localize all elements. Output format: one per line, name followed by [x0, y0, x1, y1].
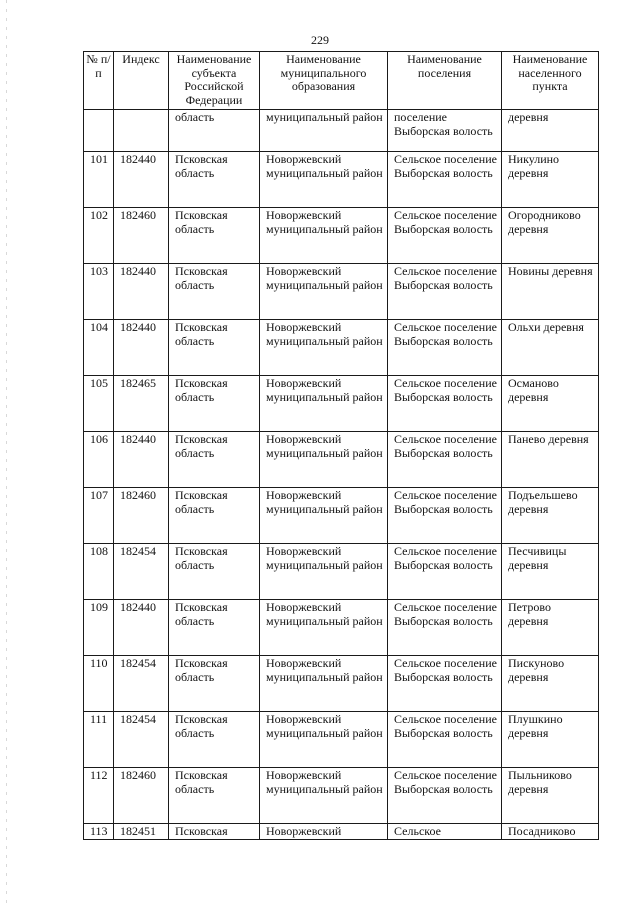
cell-locality: Петрово деревня	[502, 600, 599, 656]
page-number: 229	[311, 33, 329, 47]
cell-num: 110	[84, 656, 114, 712]
cell-settlement: Сельское поселение Выборская волость	[388, 600, 502, 656]
cell-locality: Ольхи деревня	[502, 320, 599, 376]
cell-num: 105	[84, 376, 114, 432]
cell-locality: Никулино деревня	[502, 152, 599, 208]
cell-municipality: Новоржевский муниципальный район	[260, 656, 388, 712]
cell-locality: Османово деревня	[502, 376, 599, 432]
cell-index: 182440	[114, 152, 169, 208]
cell-num: 102	[84, 208, 114, 264]
table-row	[84, 376, 599, 432]
table-row	[84, 152, 599, 208]
cell-settlement: Сельское поселение Выборская волость	[388, 768, 502, 824]
cell-num: 113	[84, 824, 114, 840]
cell-municipality: Новоржевский муниципальный район	[260, 376, 388, 432]
table-header-row	[84, 52, 599, 110]
table-row-continuation	[84, 110, 599, 152]
cell-index: 182465	[114, 376, 169, 432]
cell-settlement: поселение Выборская волость	[388, 110, 502, 152]
cell-index: 182440	[114, 264, 169, 320]
cell-index	[114, 110, 169, 152]
cell-settlement: Сельское поселение Выборская волость	[388, 320, 502, 376]
cell-num: 112	[84, 768, 114, 824]
header-index: Индекс	[114, 52, 169, 110]
cell-settlement: Сельское поселение Выборская волость	[388, 264, 502, 320]
cell-municipality: Новоржевский муниципальный район	[260, 488, 388, 544]
cell-municipality: Новоржевский муниципальный район	[260, 544, 388, 600]
cell-locality: Огородниково деревня	[502, 208, 599, 264]
cell-index: 182454	[114, 656, 169, 712]
table-row	[84, 320, 599, 376]
cell-num: 103	[84, 264, 114, 320]
table-row	[84, 544, 599, 600]
cell-subject: Псковская область	[169, 712, 260, 768]
cell-subject: Псковская область	[169, 488, 260, 544]
cell-locality: деревня	[502, 110, 599, 152]
table-row	[84, 432, 599, 488]
cell-municipality: Новоржевский муниципальный район	[260, 320, 388, 376]
cell-num: 109	[84, 600, 114, 656]
cell-subject: Псковская область	[169, 432, 260, 488]
header-locality: Наименование населенного пункта	[502, 52, 599, 110]
cell-locality: Песчивицы деревня	[502, 544, 599, 600]
cell-locality: Плушкино деревня	[502, 712, 599, 768]
cell-municipality: Новоржевский муниципальный район	[260, 712, 388, 768]
cell-subject: Псковская область	[169, 152, 260, 208]
cell-num: 107	[84, 488, 114, 544]
cell-settlement: Сельское поселение Выборская волость	[388, 208, 502, 264]
cell-index: 182460	[114, 488, 169, 544]
cell-settlement: Сельское поселение Выборская волость	[388, 152, 502, 208]
cell-municipality: Новоржевский муниципальный район	[260, 600, 388, 656]
table-row	[84, 488, 599, 544]
table-row-partial	[84, 824, 599, 840]
cell-index: 182440	[114, 600, 169, 656]
cell-municipality: Новоржевский муниципальный район	[260, 208, 388, 264]
cell-index: 182454	[114, 544, 169, 600]
cell-municipality: Новоржевский муниципальный район	[260, 768, 388, 824]
cell-locality: Новины деревня	[502, 264, 599, 320]
cell-municipality: Новоржевский	[260, 824, 388, 840]
cell-num	[84, 110, 114, 152]
table-row	[84, 768, 599, 824]
cell-settlement: Сельское поселение Выборская волость	[388, 656, 502, 712]
cell-settlement: Сельское поселение Выборская волость	[388, 488, 502, 544]
cell-num: 106	[84, 432, 114, 488]
cell-index: 182460	[114, 208, 169, 264]
cell-index: 182451	[114, 824, 169, 840]
settlements-table	[83, 51, 599, 840]
cell-municipality: Новоржевский муниципальный район	[260, 152, 388, 208]
table-row	[84, 600, 599, 656]
cell-subject: Псковская область	[169, 768, 260, 824]
header-municipality: Наименование муниципального образования	[260, 52, 388, 110]
cell-index: 182440	[114, 432, 169, 488]
table-row	[84, 264, 599, 320]
cell-settlement: Сельское поселение Выборская волость	[388, 376, 502, 432]
cell-index: 182454	[114, 712, 169, 768]
cell-subject: Псковская область	[169, 600, 260, 656]
cell-locality: Панево деревня	[502, 432, 599, 488]
header-settlement: Наименование поселения	[388, 52, 502, 110]
cell-settlement: Сельское поселение Выборская волость	[388, 712, 502, 768]
cell-subject: Псковская область	[169, 656, 260, 712]
cell-locality: Подъельшево деревня	[502, 488, 599, 544]
cell-num: 101	[84, 152, 114, 208]
cell-locality: Пыльниково деревня	[502, 768, 599, 824]
header-num: № п/п	[84, 52, 114, 110]
cell-settlement: Сельское поселение Выборская волость	[388, 544, 502, 600]
cell-locality: Посадниково	[502, 824, 599, 840]
cell-subject: Псковская область	[169, 208, 260, 264]
cell-municipality: Новоржевский муниципальный район	[260, 432, 388, 488]
table-row	[84, 208, 599, 264]
cell-num: 108	[84, 544, 114, 600]
cell-settlement: Сельское	[388, 824, 502, 840]
cell-index: 182460	[114, 768, 169, 824]
cell-municipality: Новоржевский муниципальный район	[260, 264, 388, 320]
cell-subject: Псковская область	[169, 376, 260, 432]
cell-subject: Псковская область	[169, 544, 260, 600]
cell-subject: Псковская область	[169, 320, 260, 376]
cell-num: 111	[84, 712, 114, 768]
scan-edge-artifact	[6, 0, 7, 905]
cell-subject: Псковская область	[169, 264, 260, 320]
cell-locality: Пискуново деревня	[502, 656, 599, 712]
cell-num: 104	[84, 320, 114, 376]
cell-settlement: Сельское поселение Выборская волость	[388, 432, 502, 488]
cell-subject: область	[169, 110, 260, 152]
header-subject: Наименование субъекта Российской Федерации	[169, 52, 260, 110]
table-row	[84, 712, 599, 768]
table-row	[84, 656, 599, 712]
cell-index: 182440	[114, 320, 169, 376]
cell-subject: Псковская	[169, 824, 260, 840]
cell-municipality: муниципальный район	[260, 110, 388, 152]
